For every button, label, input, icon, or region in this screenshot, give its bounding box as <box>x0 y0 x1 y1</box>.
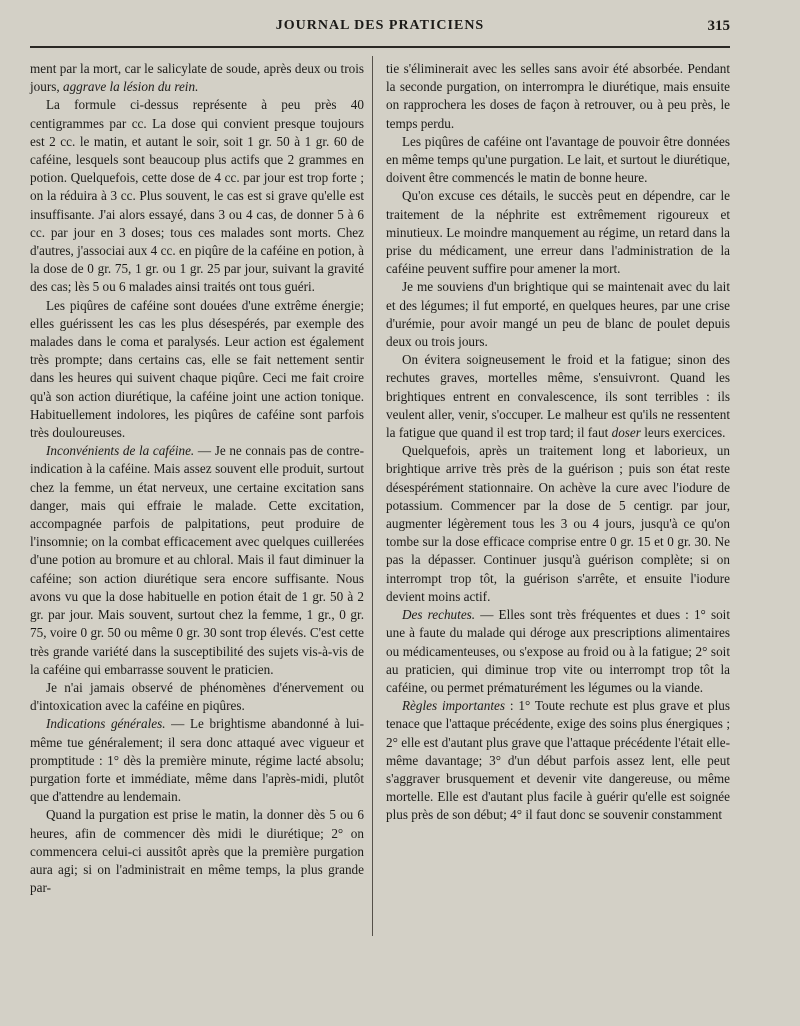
paragraph: Je n'ai jamais observé de phénomènes d'énervement ou d'intoxication avec la caféine en piqûres. <box>30 679 364 714</box>
paragraph-text: On évitera soigneusement le froid et la fatigue; sinon des rechutes graves, mortelles même, s'ensuivront. Quand les brightiques entrent en convalescence, ils sont terribles : ils veulent aller, venir, s'occuper. Le malheur est qu'ils ne ressentent la fatigue que quand il est trop tard; il faut <box>386 352 730 441</box>
paragraph <box>386 606 730 697</box>
journal-title: JOURNAL DES PRATICIENS <box>275 18 485 33</box>
section-lead: Des rechutes. <box>402 607 476 623</box>
section-lead: Indications générales. <box>46 716 166 732</box>
section-lead: Inconvénients de la caféine. <box>46 443 195 459</box>
paragraph-text: — Elles sont très fréquentes et dues : 1° soit une à faute du malade qui déroge aux prescriptions alimentaires ou médicamenteuses, ou s'expose au froid ou à la fatigue; 2° soit au praticien, qui diminue trop vite ou interrompt trop tôt la caféine, ou permet prématurément les légumes ou la viande. <box>386 607 730 695</box>
column-divider <box>372 56 373 936</box>
paragraph: Je me souviens d'un brightique qui se maintenait avec du lait et des légumes; il fut emporté, en quelques heures, par une crise d'urémie, pour avoir mangé un peu de blanc de poulet depuis deux ou trois jours. <box>386 279 730 350</box>
right-column <box>386 60 730 825</box>
paragraph: Quand la purgation est prise le matin, la donner dès 5 ou 6 heures, afin de commencer dès midi le diurétique; 2° on commencera celui-ci aussitôt après que la première purgation aura agi; si on l'administrait en même temps, la plus grande par- <box>30 807 364 896</box>
italic-word: doser <box>611 425 641 441</box>
page-header <box>30 18 730 42</box>
paragraph: Les piqûres de caféine ont l'avantage de pouvoir être données en même temps qu'une purgation. Le lait, et surtout le diurétique, doivent être commencés le matin de bonne heure. <box>386 133 730 186</box>
paragraph-text: — Le brightisme abandonné à lui-même tue généralement; il sera donc attaqué avec vigueur et promptitude : 1° dès la première minute, régime lacté absolu; purgation forte et immédiate, même dans l'après-midi, plutôt que d'attendre au lendemain. <box>30 716 365 805</box>
header-rule <box>30 46 730 48</box>
paragraph: Qu'on excuse ces détails, le succès peut en dépendre, car le traitement de la néphrite est extrêmement rigoureux et minutieux. Le moindre manquement au régime, un retard dans la prise du médicament, une erreur dans l'administration de la caféine peuvent suffire pour amener la mort. <box>386 188 730 277</box>
section-lead: Règles importantes <box>402 698 506 714</box>
page-number: 315 <box>707 18 730 34</box>
paragraph <box>386 697 730 824</box>
italic-phrase: aggrave la lésion du rein. <box>62 79 199 95</box>
left-column <box>30 60 364 897</box>
paragraph: Les piqûres de caféine sont douées d'une extrême énergie; elles guérissent les cas les plus désespérés, par exemple des malades dans le coma et paralysés. Leur action est également très prompte; dans certains cas, elle se fait nettement sentir dans les heures qui suivent chaque piqûre. Ceci me fait croire qu'à son action diurétique, la caféine joint une action tonique. Habituellement indolores, les piqûres de caféine sont parfois très douloureuses. <box>30 297 364 441</box>
paragraph-text: leurs exercices. <box>640 425 726 441</box>
paragraph: Quelquefois, après un traitement long et laborieux, un brightique arrive très près de la guérison ; puis son état reste désespérément stationnaire. On achève la cure avec l'iodure de potassium. Commencer par la dose de 5 centigr. par jour, augmenter légèrement tous les 3 ou 4 jours, jusqu'à ce qu'on tombe sur la dose efficace comprise entre 0 gr. 15 et 0 gr. 30. Ne pas la dépasser. Continuer jusqu'à guérison complète; si on interrompt trop tôt, la guérison s'arrête, et ensuite l'iodure devient moins actif. <box>386 443 730 604</box>
paragraph <box>30 715 364 806</box>
paragraph <box>386 351 730 442</box>
paragraph-text: ment par la mort, car le salicylate de soude, après deux ou trois jours, <box>30 61 364 95</box>
paragraph-text: — Je ne connais pas de contre-indication à la caféine. Mais assez souvent elle produit, surtout chez la femme, un état nerveux, une certaine excitation sans danger, mais qui effraie le malade. Cette excitation, accompagnée parfois de palpitations, peut produire de l'insomnie; on la combat efficacement avec quelques cuillerées d'une potion au bromure et au chloral. Mais il faut diminuer la caféine; son action diurétique sera encore suffisante. Nous avons vu que la dose habituelle en potion était de 1 gr. 50 à 2 gr. par jour. Mais souvent, surtout chez la femme, 1 gr., 0 gr. 75, voire 0 gr. 50 ou même 0 gr. 30 sont trop élevés. C'est cette très grande variété dans la susceptibilité des sujets vis-à-vis de la caféine qui embarrasse souvent le praticien. <box>30 443 364 677</box>
paragraph: tie s'éliminerait avec les selles sans avoir été absorbée. Pendant la seconde purgation, on interrompra le diurétique, mais ensuite on rapprochera les doses de façon à retrouver, ou à peu près, le temps perdu. <box>386 61 730 131</box>
paragraph <box>30 442 364 679</box>
paragraph-text: : 1° Toute rechute est plus grave et plus tenace que l'attaque précédente, exige des soins plus énergiques ; 2° elle est d'autant plus grave que l'attaque précédente l'était elle-même davantage; 3° d'un début parfois assez lent, elle peut s'aggraver brusquement et devenir vite dangereuse, ou même mortelle. Elle est d'autant plus facile à guérir qu'elle est soignée plus près de son début; 4° il faut donc se souvenir constamment <box>386 698 730 823</box>
paragraph <box>30 60 364 96</box>
paragraph: La formule ci-dessus représente à peu près 40 centigrammes par cc. La dose qui convient presque toujours est 2 cc. le matin, et autant le soir, soit 1 gr. 50 à 1 gr. 60 de caféine, lesquels sont beaucoup plus actifs que 2 grammes en potion. Quelquefois, cette dose de 4 cc. par jour est trop forte ; on la réduira à 3 cc. Plus souvent, le cas est si grave qu'elle est insuffisante. J'ai alors essayé, dans 3 ou 4 cas, de donner 5 à 6 cc. par jour en 3 doses; tous ces malades sont morts. Chez d'autres, j'associai aux 4 cc. en piqûre de la caféine en potion, à la dose de 0 gr. 75, 1 gr. ou 1 gr. 25 par jour, suivant la gravité des cas; lès 5 ou 6 malades ainsi traités ont tous guéri. <box>30 97 364 295</box>
